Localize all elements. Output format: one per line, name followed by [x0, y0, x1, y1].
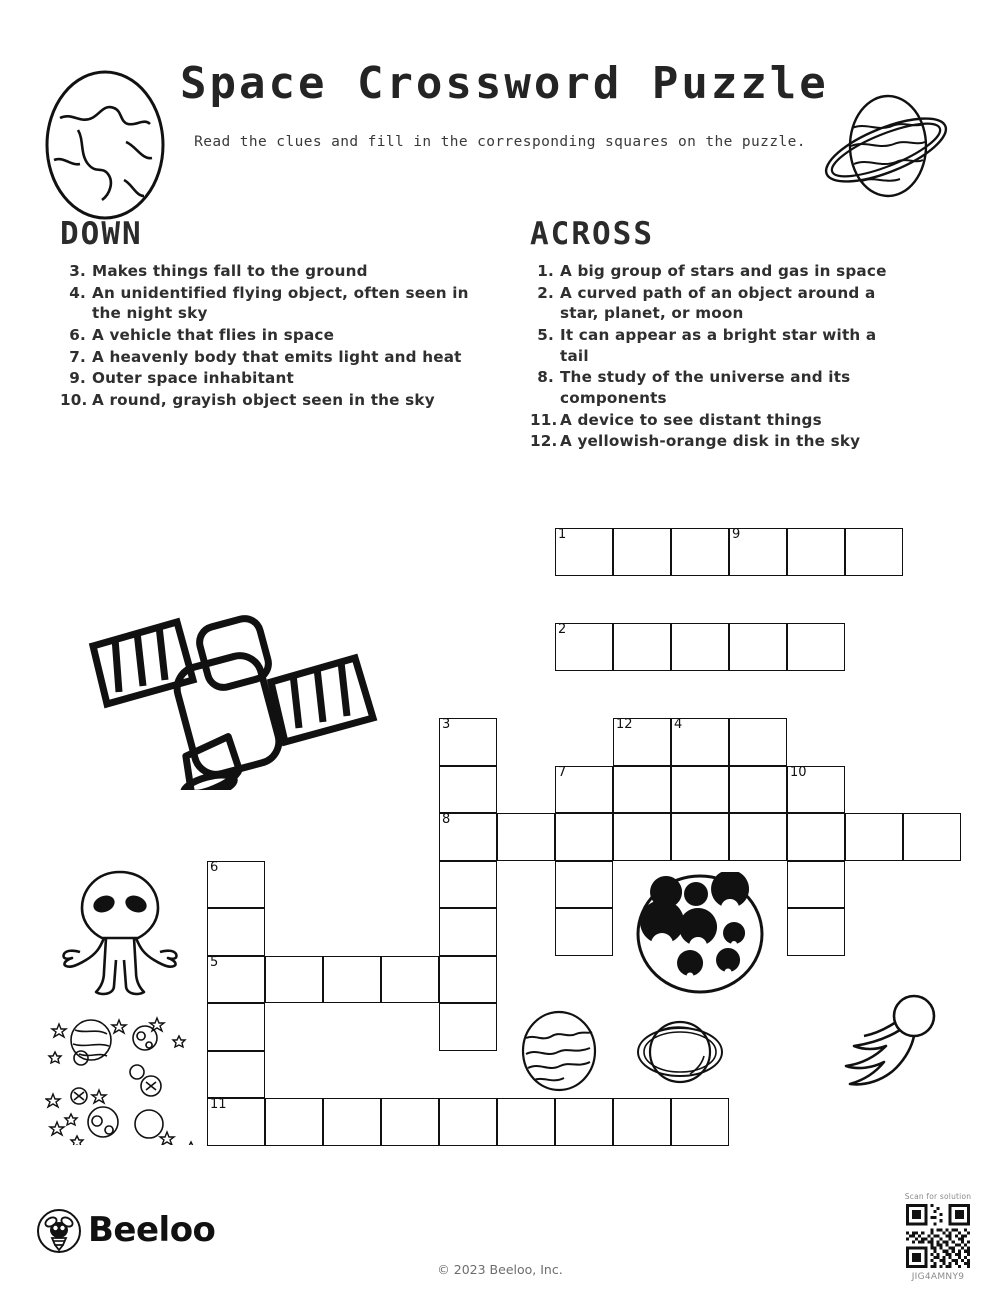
- clue-text: It can appear as a bright star with a tail: [560, 326, 877, 365]
- cell-number: 1: [558, 527, 567, 542]
- clue-number: 10.: [60, 391, 88, 410]
- down-heading: DOWN: [60, 216, 143, 252]
- across-heading: ACROSS: [530, 216, 654, 252]
- crossword-cell[interactable]: [787, 813, 845, 861]
- clue-number: 8.: [537, 368, 554, 387]
- crossword-cell[interactable]: [439, 861, 497, 909]
- crossword-cell[interactable]: [613, 528, 671, 576]
- crossword-cell[interactable]: [671, 813, 729, 861]
- crossword-cell[interactable]: [613, 813, 671, 861]
- page-title: Space Crossword Puzzle: [180, 58, 829, 109]
- crossword-cell[interactable]: [729, 623, 787, 671]
- cell-number: 2: [558, 622, 567, 637]
- crossword-cell[interactable]: [555, 861, 613, 909]
- cell-number: 11: [210, 1097, 227, 1112]
- crossword-cell-numbered[interactable]: [439, 718, 497, 766]
- brand-name: Beeloo: [88, 1210, 216, 1250]
- crossword-cell[interactable]: [787, 908, 845, 956]
- cell-number: 3: [442, 717, 451, 732]
- cell-number: 8: [442, 812, 451, 827]
- crossword-cell[interactable]: [323, 956, 381, 1004]
- bee-logo-icon: [36, 1208, 82, 1254]
- crossword-cell[interactable]: [439, 766, 497, 814]
- crossword-cell-numbered[interactable]: [613, 718, 671, 766]
- clue-number: 9.: [69, 369, 86, 388]
- crossword-cell[interactable]: [729, 718, 787, 766]
- crossword-cell[interactable]: [671, 528, 729, 576]
- clue-text: Makes things fall to the ground: [92, 262, 368, 280]
- crossword-cell-numbered[interactable]: [439, 813, 497, 861]
- clue-number: 7.: [69, 347, 86, 366]
- crossword-cell[interactable]: [613, 1098, 671, 1146]
- crossword-cell[interactable]: [439, 908, 497, 956]
- clue-text: A heavenly body that emits light and heat: [92, 347, 462, 366]
- crossword-cell[interactable]: [555, 813, 613, 861]
- crossword-cell[interactable]: [671, 623, 729, 671]
- crossword-cell[interactable]: [323, 1098, 381, 1146]
- crossword-cell[interactable]: [845, 813, 903, 861]
- crossword-cell[interactable]: [381, 956, 439, 1004]
- crossword-cell[interactable]: [613, 766, 671, 814]
- clue-text: A device to see distant things: [560, 410, 822, 429]
- page-subtitle: Read the clues and fill in the corresponding squares on the puzzle.: [194, 134, 806, 150]
- qr-code-icon: [906, 1204, 970, 1268]
- clue-number: 6.: [69, 326, 86, 345]
- crossword-cell-numbered[interactable]: [787, 766, 845, 814]
- crossword-cell[interactable]: [729, 813, 787, 861]
- qr-caption: Scan for solution: [904, 1192, 972, 1201]
- crossword-cell[interactable]: [671, 766, 729, 814]
- clue-number: 2.: [537, 283, 554, 302]
- cell-number: 12: [616, 717, 633, 732]
- clue-number: 5.: [537, 326, 554, 345]
- cell-number: 5: [210, 954, 219, 970]
- cell-number: 6: [210, 859, 219, 875]
- crossword-cell[interactable]: [439, 956, 497, 1004]
- crossword-cell[interactable]: [787, 528, 845, 576]
- clue-number: 4.: [69, 283, 86, 302]
- crossword-cell-numbered[interactable]: [671, 718, 729, 766]
- crossword-cell[interactable]: [787, 861, 845, 909]
- crossword-cell[interactable]: [207, 908, 265, 956]
- crossword-cell[interactable]: [265, 956, 323, 1004]
- crossword-cell[interactable]: [381, 1098, 439, 1146]
- crossword-cell[interactable]: [903, 813, 961, 861]
- crossword-cell[interactable]: [497, 1098, 555, 1146]
- crossword-cell[interactable]: [439, 1003, 497, 1051]
- copyright-text: © 2023 Beeloo, Inc.: [437, 1262, 563, 1277]
- crossword-cell[interactable]: [265, 1098, 323, 1146]
- crossword-cell[interactable]: [207, 1051, 265, 1099]
- crossword-cell[interactable]: [555, 1098, 613, 1146]
- clue-number: 3.: [69, 262, 86, 280]
- crossword-cell[interactable]: [671, 1098, 729, 1146]
- crossword-cell[interactable]: [787, 623, 845, 671]
- crossword-cell-numbered[interactable]: [207, 956, 265, 1004]
- crossword-cell[interactable]: [207, 1003, 265, 1051]
- cell-number: 7: [558, 764, 567, 780]
- clue-text: A curved path of an object around a star, planet, or moon: [560, 283, 876, 323]
- crossword-cell[interactable]: [555, 908, 613, 956]
- cell-number: 10: [790, 764, 807, 780]
- cell-number: 9: [732, 527, 741, 542]
- cell-number: 4: [674, 717, 683, 732]
- crossword-cell-numbered[interactable]: [555, 623, 613, 671]
- clue-text: An unidentified flying object, often seen in the night sky: [92, 283, 469, 323]
- clue-number: 1.: [537, 262, 554, 280]
- clue-text: The study of the universe and its components: [560, 368, 851, 408]
- crossword-cell-numbered[interactable]: [555, 766, 613, 814]
- crossword-cell[interactable]: [845, 528, 903, 576]
- clue-number: 12.: [530, 432, 558, 451]
- crossword-cell[interactable]: [729, 766, 787, 814]
- clue-text: A yellowish-orange disk in the sky: [560, 432, 861, 451]
- qr-solution-code: JIG4AMNY9: [911, 1272, 965, 1282]
- clue-text: A big group of stars and gas in space: [560, 262, 887, 280]
- crossword-cell-numbered[interactable]: [729, 528, 787, 576]
- clue-text: A vehicle that flies in space: [92, 326, 335, 345]
- crossword-cell-numbered[interactable]: [555, 528, 613, 576]
- crossword-cell[interactable]: [613, 623, 671, 671]
- clue-text: Outer space inhabitant: [92, 369, 294, 388]
- page-footer: [0, 1190, 1000, 1294]
- crossword-cell-numbered[interactable]: [207, 1098, 265, 1146]
- clue-text: A round, grayish object seen in the sky: [92, 391, 435, 410]
- crossword-cell[interactable]: [439, 1098, 497, 1146]
- crossword-cell[interactable]: [497, 813, 555, 861]
- clue-number: 11.: [530, 410, 558, 429]
- crossword-cell-numbered[interactable]: [207, 861, 265, 909]
